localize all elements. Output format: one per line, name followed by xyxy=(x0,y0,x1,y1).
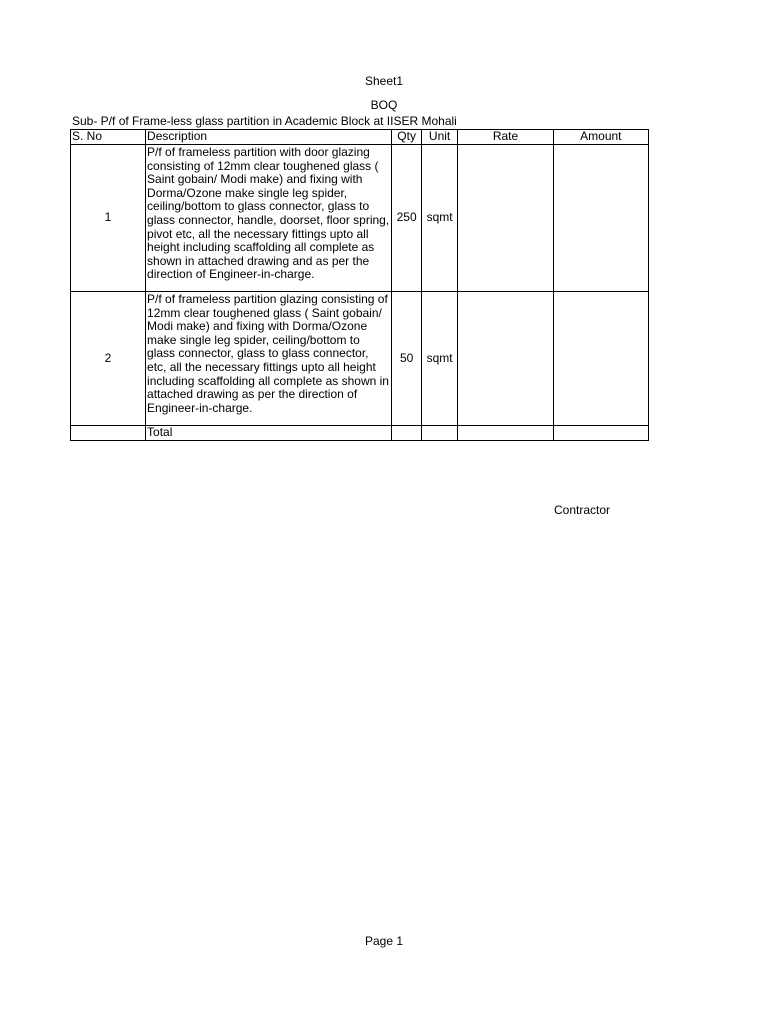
total-label: Total xyxy=(146,426,392,441)
total-row xyxy=(71,426,649,441)
cell-unit: sqmt xyxy=(421,292,458,426)
cell-rate xyxy=(458,145,553,292)
cell-description: P/f of frameless partition with door glazing consisting of 12mm clear toughened glass ( Saint gobain/ Modi make) and fixing with Dorma/Ozone make single leg spider, ceiling/bottom to glass connector, glass to glass connector, handle, doorset, floor spring, pivot etc, all the necessary fittings upto all height including scaffolding all complete as shown in attached drawing and as per the direction of Engineer-in-charge. xyxy=(146,145,392,292)
table-row xyxy=(71,145,649,292)
cell-sno: 1 xyxy=(71,145,146,292)
cell-unit: sqmt xyxy=(421,145,458,292)
cell-sno: 2 xyxy=(71,292,146,426)
cell-description: P/f of frameless partition glazing consisting of 12mm clear toughened glass ( Saint gobain/ Modi make) and fixing with Dorma/Ozone make single leg spider, ceiling/bottom to glass connector, glass to glass connector, etc, all the necessary fittings upto all height including scaffolding all complete as shown in attached drawing as per the direction of Engineer-in-charge. xyxy=(146,292,392,426)
contractor-signature-label: Contractor xyxy=(554,503,611,517)
boq-table xyxy=(70,129,649,441)
header-rate: Rate xyxy=(458,130,553,145)
document-heading: BOQ xyxy=(370,98,398,112)
cell-empty xyxy=(458,426,553,441)
cell-empty xyxy=(392,426,421,441)
cell-qty: 250 xyxy=(392,145,421,292)
header-amount: Amount xyxy=(553,130,648,145)
cell-qty: 50 xyxy=(392,292,421,426)
header-description: Description xyxy=(146,130,392,145)
cell-amount xyxy=(553,145,648,292)
page-number: Page 1 xyxy=(364,934,404,948)
sheet-name: Sheet1 xyxy=(364,74,404,88)
cell-empty xyxy=(553,426,648,441)
cell-rate xyxy=(458,292,553,426)
subject-line: Sub- P/f of Frame-less glass partition in Academic Block at IISER Mohali xyxy=(72,114,457,128)
header-qty: Qty xyxy=(392,130,421,145)
cell-empty xyxy=(421,426,458,441)
cell-amount xyxy=(553,292,648,426)
table-row xyxy=(71,292,649,426)
header-sno: S. No xyxy=(71,130,146,145)
table-header-row xyxy=(71,130,649,145)
header-unit: Unit xyxy=(421,130,458,145)
cell-empty xyxy=(71,426,146,441)
